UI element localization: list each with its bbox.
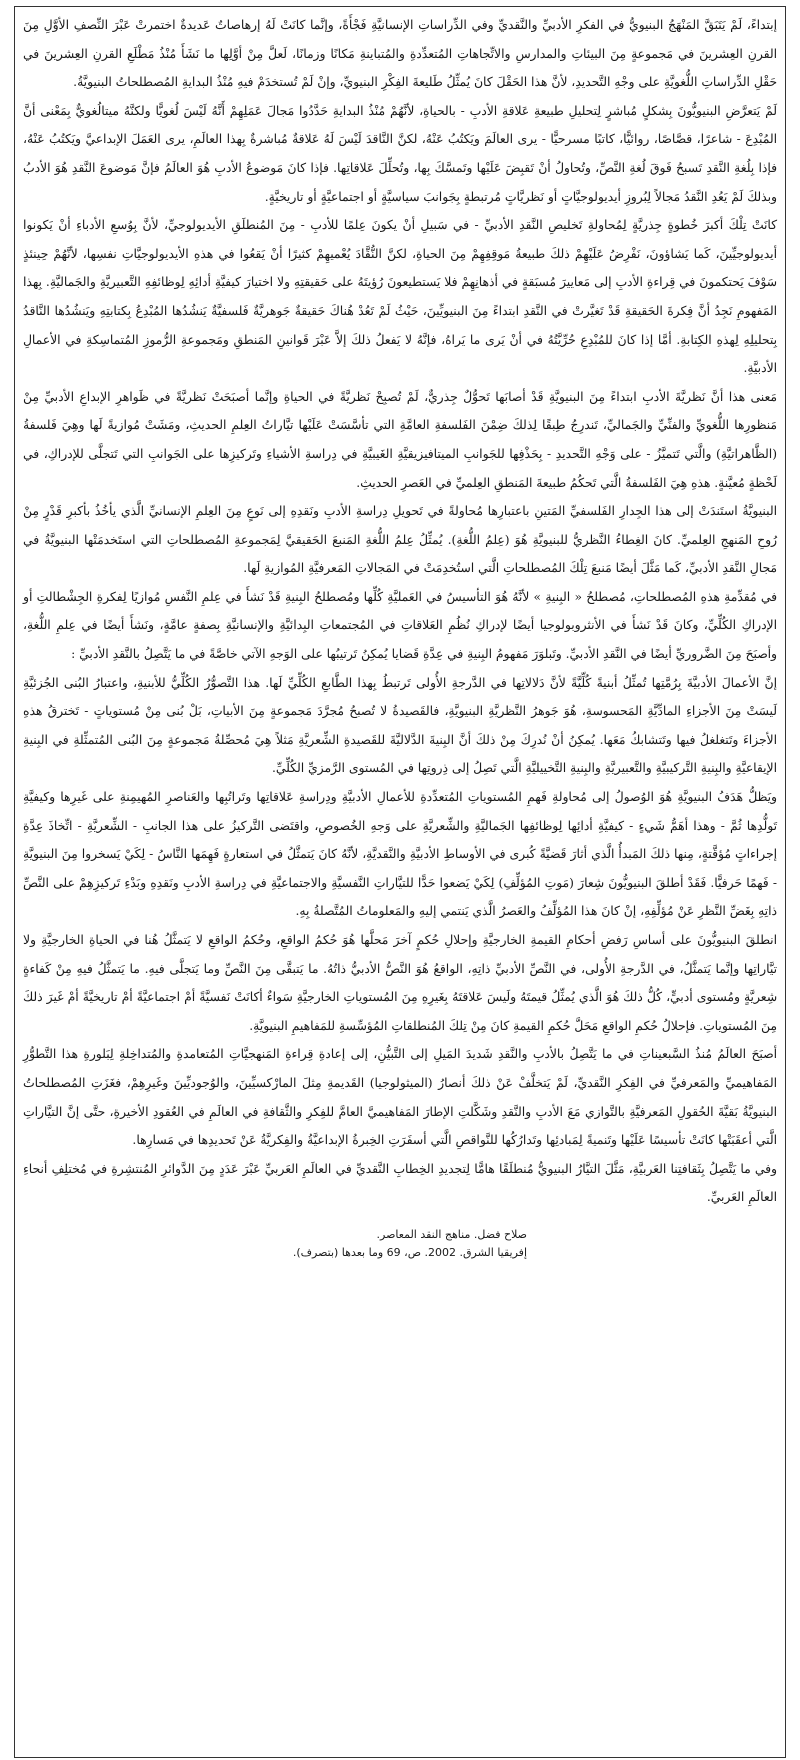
paragraph-2: لَمْ يَتعرَّضِ البنيويُّونَ بِشكلٍ مُباشرٍ لِتحليلِ طبيعةِ عَلاقةِ الأدبِ - بالحياةِ، لأنَّهُمْ مُنْذُ البدايةِ حَدَّدُوا مَجالَ عَمَلِهِمْ أَنَّهُ لَيْسَ لُغويًّا ولكنَّهُ ميتالُغويٌّ بِمَعْنى أنَّ المُبْدِعَ - شاعرًا، قصَّاصًا، روائيًّا، كاتبًا مسرحيًّا - يرى العالَمَ ويَكتُبُ عَنْهُ، لكنَّ النَّاقدَ لَيْسَ لَهُ عَلاقةٌ مُباشرةٌ بِهذا العالَمِ، يرى العَمَلَ الإبداعيَّ ويَكتُبُ عَنْهُ، فإذا بِلُغةِ النَّقدِ تَسبحُ فَوقَ لُغةِ النَّصِّ، وتُحاولُ أنْ تَقبِضَ عَلَيْها وتَمسَّكَ بِها، وتُحلِّلَ عَلاقاتِها. فإذا كانَ مَوضوعُ الأدبِ هُوَ العالَمُ فإنَّ مَوضوعَ النَّقدِ هُوَ الأدبُ وبذلكَ لَمْ يَعُدِ النَّقدُ مَجالاً لِبُروزِ أيديولوجيَّاتٍ أو نَظريَّاتٍ مُرتبطةٍ بِجَوانبَ سياسيَّةٍ أو اجتماعيَّةٍ أو تاريخيَّةٍ. (23, 103, 778, 204)
paragraph-6: في مُقدِّمةِ هذهِ المُصطلحاتِ، مُصطلحُ « البِنيةِ » لأنَّهُ هُوَ التأسيسُ في العَمليَّةِ كُلِّها ومُصطلحُ البِنيةِ قَدْ نَشأَ في عِلمِ النَّفسِ مُوازيًا لِفكرةِ الجِشْطالتِ أو الإدراكِ الكُلِّيِّ، وكانَ قَدْ نَشأَ في الأنثروبولوجيا أيضًا لإدراكِ نُظُمِ العَلاقاتِ في المُجتمعاتِ البِدائيَّةِ والإنسانيَّةِ بِصفةٍ عامَّةٍ، ونَشأَ أيضًا في عِلمِ اللُّغةِ، وأصبَحَ مِنَ الضَّروريِّ أيضًا في النَّقدِ الأدبيِّ. وتَبلوَرَ مَفهومُ البِنيةِ في عِدَّةِ قَضايا يُمكِنُ تَرتيبُها على الوَجهِ الآتي خاصَّةً في ما يَتَّصِلُ بالنَّقدِ الأدبيِّ : (23, 589, 777, 662)
paragraph-1: إبتداءً، لَمْ يَتَبَقَّ المَنْهَجُ البنيويُّ في الفكرِ الأدبيِّ والنَّقديِّ وفي الدِّراساتِ الإنسانيَّةِ فَجْأَةً، وإنَّما كانَتْ لَهُ إرهاصاتٌ عَديدةٌ اختمرتْ عَبْرَ النِّصفِ الأوَّلِ مِنَ القرنِ العِشرينَ في مَجموعةٍ مِنَ البيئاتِ والمدارسِ والاتِّجاهاتِ المُتعدِّدةِ والمُتباينةِ مَكانًا وزمانًا، لَعلَّ مِنْ أوَّلِها ما نَشَأَ مُنْذُ مَطْلَعِ القرنِ العِشرينَ في حَقْلِ الدِّراساتِ اللُّغويَّةِ على وجْهِ التَّحديدِ، لأنَّ هذا الحَقْلَ كانَ يُمثِّلُ طَليعةَ الفِكْرِ البنيويِّ، وإنْ لَمْ تُستخدَمْ فيهِ مُنْذُ البدايةِ المُصطلحاتُ البنيويَّةُ. (23, 18, 777, 90)
paragraph-11: وفي ما يَتَّصِلُ بِثَقافتِنا العَربيَّةِ، مَثَّلَ التيَّارُ البنيويُّ مُنطلَقًا هامًّا لِتجديدِ الخِطابِ النَّقديِّ في العالَمِ العَربيِّ عَبْرَ عَدَدٍ مِنَ الدَّوائرِ المُنتشِرةِ في مُختلِفِ أنحاءِ العالَمِ العَربيِّ. (23, 1161, 777, 1205)
article-body (23, 11, 777, 1212)
paragraph-9: انطلقَ البنيويُّونَ على أساسِ رَفضِ أحكامِ القيمةِ الخارجيَّةِ وإحلالِ حُكمٍ آخرَ مَحلَّها هُوَ حُكمُ الواقعِ، وحُكمُ الواقعِ لا يَتمثَّلُ هُنا في الحياةِ الخارجيَّةِ ولا تيَّاراتِها وإنَّما يَتمثَّلُ، في الدَّرجةِ الأُولى، في النَّصِّ الأدبيِّ ذاتِهِ، الواقعُ هُوَ النَّصُّ الأدبيُّ ذاتُهُ. ما يَتبقَّى مِنَ النَّصِّ وما يَتجلَّى فيهِ. ما يَتمثَّلُ فيهِ مِنْ كَفاءةٍ شِعريَّةٍ ومُستوى أدبيٍّ، كُلُّ ذلكَ هُوَ الَّذي يُمثِّلُ قيمتَهُ ولَيسَ عَلاقتَهُ بِغَيرِهِ مِنَ المُستوياتِ الخارجيَّةِ سَواءٌ أكانَتْ نَفسيَّةً أمْ اجتماعيَّةً أمْ تاريخيَّةً أمْ غَيرَ ذلكَ مِنَ المُستوياتِ. فإحلالُ حُكمِ الواقعِ مَحَلَّ حُكمِ القيمةِ كانَ مِنْ تِلكَ المُنطلقاتِ المُؤسِّسةِ للمَفاهيمِ البنيويَّةِ. (23, 933, 777, 1033)
source-publisher: إفريقيا الشرق. 2002. ص، 69 وما بعدها (بتصرف). (292, 1245, 527, 1259)
paragraph-5: البنيويَّةُ استَندَتْ إلى هذا الجِدارِ الفَلسفيِّ المَتينِ باعتبارِها مُحاولةً في تَحويلِ دِراسةِ الأدبِ ونَقدِهِ إلى نَوعٍ مِنَ العِلمِ الإنسانيِّ الَّذي يأخُذُ بأكبرِ قَدْرٍ مِنْ رُوحِ المَنهجِ العِلميِّ. كانَ الغِطاءُ النَّظريُّ للبنيويَّةِ هُوَ (عِلمُ اللُّغةِ). يُمثِّلُ عِلمُ اللُّغةِ المَنبعَ الحَقيقيَّ لِمَجموعةِ المُصطلحاتِ التي استَخدمَتْها البنيويَّةُ في مَجالِ النَّقدِ الأدبيِّ، كَما مَثَّلَ أيضًا مَنبعَ تِلْكَ المُصطلحاتِ الَّتي استُخدِمَتْ في المَجالاتِ المَعرفيَّةِ المُوازيةِ لَها. (23, 504, 777, 576)
paragraph-10: أصبَحَ العالَمُ مُنذُ السَّبعيناتِ في ما يَتَّصِلُ بالأدبِ والنَّقدِ شَديدَ المَيلِ إلى التَّبيُّنِ، إلى إعادةِ قِراءةِ المَنهجيَّاتِ المُتعامدةِ والمُتداخِلةِ لِبَلورةِ هذا التَّطوُّرِ المَفاهيميِّ والمَعرفيِّ في الفِكرِ النَّقديِّ، لَمْ يَتخلَّفْ عَنْ ذلكَ أنصارُ (الميثولوجيا) القَديمةِ مِثلَ المارْكسيِّينَ، والوُجوديِّينَ وغَيرِهِمْ، فغَزَتِ المُصطلحاتُ البنيويَّةُ بَقيَّةَ الحُقولِ المَعرفيَّةِ بالتَّوازي مَعَ الأدبِ والنَّقدِ وشَكَّلتِ الإطارَ المَفاهيميَّ العامَّ للفِكرِ والثَّقافةِ في العالَمِ في العُقودِ الأخيرةِ، حتَّى إنَّ التيَّاراتِ الَّتي أعقَبَتْها كانَتْ تأسيسًا عَلَيْها وتَنميةً لِمَبادئِها وتَدارُكُها للنَّواقصِ الَّتي أسفَرَتِ الخِبرةُ الإبداعيَّةُ والفِكريَّةُ عَنْ تَحديدِها في مَسارِها. (23, 1047, 777, 1148)
paragraph-3: كانَتْ تِلْكَ أكبرَ خُطوةٍ جِذريَّةٍ لِمُحاولةِ تَخليصِ النَّقدِ الأدبيِّ - في سَبيلِ أنْ يكونَ عِلمًا للأدبِ - مِنَ المُنطلَقِ الأيديولوجيِّ، لأنَّ بِوُسعِ الأدباءِ أنْ يَكونوا أيديولوجيِّينَ، كَما يَشاؤونَ، نَفْرِضُ عَلَيْهِمْ ذلكَ طبيعةُ مَوقِفِهِمْ مِنَ الحياةِ، لكنَّ النُّقَّادَ يُعْميهِمْ كثيرًا أنْ يَقعُوا في هذهِ الأيديولوجيَّاتِ نفسِها، لأنَّهُمْ حِينئذٍ سَوْفَ يَحتكمونَ في قِراءةِ الأدبِ إلى مَعاييرَ مُسبَقةٍ في أذهانِهِمْ فلا يَستطيعونَ رُؤيتَهُ على حَقيقتِهِ ولا اختيارَ كيفيَّةِ أدائِهِ لِوظائفِهِ التَّعبيريَّةِ والجَماليَّةِ. بِهذا المَفهومِ نَجِدُ أنَّ فِكرةَ الحَقيقةِ قَدْ تَغيَّرتْ في النَّقدِ ابتداءً مِنَ البنيويِّينَ، حَيْثُ لَمْ تَعُدْ هُناكَ حَقيقةٌ جَوهريَّةٌ فَلسفيَّةٌ يَنشُدُها المُبْدِعُ بِكتابتِهِ ويَنشُدُها النَّاقدُ بِتحليلِهِ لِهذهِ الكِتابةِ. أمَّا إذا كانَ للمُبْدِعِ حُرِّيَّتُهُ في أنْ يَرى ما يَراهُ، فإنَّهُ لا يَفعلُ ذلكَ إلاَّ عَبْرَ قَوانينِ المَنطقِ ومَجموعةِ الرُّموزِ المُتماسِكةِ في الأعمالِ الأدبيَّةِ. (23, 218, 777, 376)
paragraph-7: إنَّ الأعمالَ الأدبيَّةَ بِرُمَّتِها تُمثِّلُ أبنيةً كُلِّيَّةً لأنَّ دَلالاتِها في الدَّرجةِ الأُولى تَرتبطُ بِهذا الطَّابعِ الكُلِّيِّ لَها. هذا التَّصوُّرُ الكُلِّيُّ للأبنيةِ، واعتبارُ البُنى الجُزئيَّةِ لَيسَتْ مِنَ الأجزاءِ المادِّيَّةِ المَحسوسةِ، هُوَ جَوهرُ النَّظريَّةِ البنيويَّةِ، فالقَصيدةُ لا تُصبحُ مُجرَّدَ مَجموعةٍ مِنَ الأبياتِ، بَلْ بُنى مِنْ مُستوياتٍ - تَخترقُ هذهِ الأجزاءَ وتَتغلغلُ فيها وتَتشابكُ مَعَها. يُمكِنُ أنْ نُدرِكَ مِنْ ذلكَ أنَّ البِنيةَ الدَّلاليَّةَ للقَصيدةِ الشِّعريَّةِ مَثلاً هِيَ مُحصِّلةُ مَجموعةٍ مِنَ البُنى المُتمثِّلةِ في البِنيةِ الإيقاعيَّةِ والبِنيةِ التَّركيبيَّةِ والتَّعبيريَّةِ والبِنيةِ التَّخييليَّةِ الَّتي تَصِلُ إلى ذِروتِها في المُستوى الرَّمزيِّ الكُلِّيِّ. (23, 675, 777, 776)
paragraph-4: مَعنى هذا أنَّ نَظريَّةَ الأدبِ ابتداءً مِنَ البنيويَّةِ قَدْ أصابَها تَحوُّلٌ جِذريٌّ، لَمْ تُصبِحْ نَظريَّةً في الحياةِ وإنَّما أصبَحَتْ نَظريَّةً في ظَواهرِ الإبداعِ الأدبيِّ مِنْ مَنظورِها اللُّغويِّ والفنِّيِّ والجَماليِّ، تَندرِجُ طِبقًا لِذلكَ ضِمْنَ الفَلسفةِ العامَّةِ التي تأسَّسَتْ عَلَيْها تيَّاراتُ العِلمِ الحديثِ، ومَشَتْ مُوازيةً لَها وهِيَ فَلسفةُ (الظَّاهراتيَّةِ) والَّتي تَتميَّزُ - على وَجْهِ التَّحديدِ - بِحَذْفِها للجَوانبِ الميتافيزيقيَّةِ الغَيبيَّةِ في دِراسةِ الأشياءِ وتَركيزِها على الجَوانبِ التي تَتجلَّى للإدراكِ، في لَحْظةٍ مُعيَّنةٍ. هذهِ هِيَ الفَلسفةُ الَّتي تَحكُمُ طبيعةَ المَنطقِ العِلميِّ في العَصرِ الحديثِ. (23, 389, 777, 490)
text-frame (14, 6, 786, 1758)
source-author: صلاح فضل. مناهج النقد المعاصر. (376, 1227, 527, 1241)
source-citation (23, 1226, 777, 1262)
paragraph-8: ويَظلُّ هَدَفُ البنيويَّةِ هُوَ الوُصولُ إلى مُحاولةِ فَهمِ المُستوياتِ المُتعدِّدةِ للأعمالِ الأدبيَّةِ ودِراسةِ عَلاقاتِها وتَراتُبِها والعَناصرِ المُهيمِنةِ على غَيرِها وكيفيَّةِ تَولُّدِها ثُمَّ - وهذا أهَمُّ شَيءٍ - كيفيَّةِ أدائِها لِوظائفِها الجَماليَّةِ والشِّعريَّةِ على وَجهِ الخُصوصِ، واقتَضى التَّركيزُ على هذا الجانبِ - الشِّعريَّةِ - اتِّخاذَ عِدَّةِ إجراءاتٍ مُؤقَّتةٍ، مِنها ذلكَ المَبدأُ الَّذي أثارَ قَضيَّةً كُبرى في الأوساطِ الأدبيَّةِ والنَّقديَّةِ، لأنَّهُ كانَ يَتمثَّلُ في استعارةٍ فَهِمَها النَّاسُ - لِكَيْ يَسخروا مِنَ البنيويَّةِ - فَهمًا حَرفيًّا. فَقَدْ أطلقَ البنيويُّونَ شِعارَ (مَوتِ المُؤلِّفِ) لِكَيْ يَضعوا حَدًّا للتيَّاراتِ النَّفسيَّةِ والاجتماعيَّةِ في دِراسةِ الأدبِ ونَقدِهِ وبَدْءِ تَركيزِهِمْ على النَّصِّ ذاتِهِ بِغَضِّ النَّظرِ عَنْ مُؤلِّفِهِ، إنْ كانَ هذا المُؤلِّفُ والعَصرُ الَّذي يَنتمي إليهِ والمَعلوماتُ المُتَّصلةُ بِهِ. (23, 790, 777, 919)
